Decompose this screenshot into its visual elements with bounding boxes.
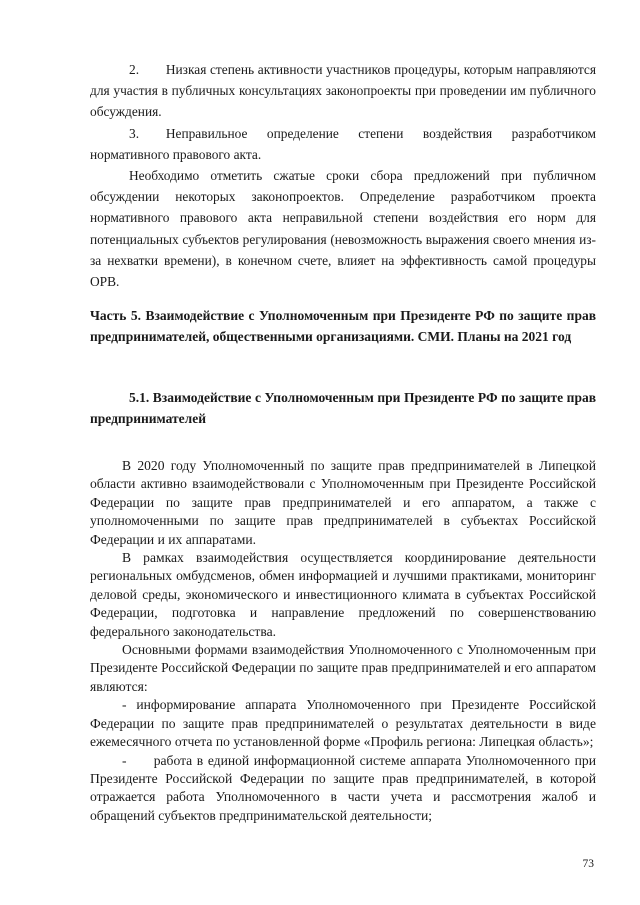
paragraph-orv: Необходимо отметить сжатые сроки сбора предложений при публичном обсуждении некоторых законопроектов. Определение разработчиком проекта нормативного правового акта неправильной степени воздействия его норм для потенциальных субъектов регулирования (невозможность выражения своего мнения из-за нехватки времени), в конечном счете, влияет на эффективность самой процедуры ОРВ. [90, 168, 596, 290]
top-section [90, 59, 596, 292]
body-paragraph-2: В рамках взаимодействия осуществляется координирование деятельности региональных омбудсменов, обмен информацией и лучшими практиками, мониторинг деловой среды, экономического и инвестиционного климата в субъектах Российской Федерации, подготовка и направление предложений по совершенствованию федерального законодательства. [90, 550, 596, 639]
body-list-item-1: - информирование аппарата Уполномоченного при Президенте Российской Федерации по защите прав предпринимателей о результатах деятельности в виде ежемесячного отчета по установленной форме «Профиль региона: Липецкая область»; [90, 697, 596, 750]
body-paragraph-1: В 2020 году Уполномоченный по защите прав предпринимателей в Липецкой области активно взаимодействовали с Уполномоченным при Президенте Российской Федерации по защите прав предпринимателей и его аппаратом, а также с уполномоченными по защите прав предпринимателей в субъектах Российской Федерации и их аппаратами. [90, 458, 596, 547]
part-heading: Часть 5. Взаимодействие с Уполномоченным при Президенте РФ по защите прав предпринимателей, общественными организациями. СМИ. Планы на 2021 год [90, 308, 596, 344]
page-number: 73 [582, 858, 594, 870]
body-paragraph-3: Основными формами взаимодействия Уполномоченного с Уполномоченным при Президенте Российской Федерации по защите прав предпринимателей и его аппаратом являются: [90, 642, 596, 694]
list-item-3: 3. Неправильное определение степени воздействия разработчиком нормативного правового акта. [90, 125, 596, 162]
body-section [90, 457, 596, 825]
body-list-item-2: - работа в единой информационной системе аппарата Уполномоченного при Президенте Российской Федерации по защите прав предпринимателей, в которой отражается работа Уполномоченного в части учета и рассмотрения жалоб и обращений субъектов предпринимательской деятельности; [90, 752, 596, 823]
section-heading: 5.1. Взаимодействие с Уполномоченным при Президенте РФ по защите прав предпринимателей [90, 390, 596, 426]
list-item-2: 2. Низкая степень активности участников процедуры, которым направляются для участия в публичных консультациях законопроекты при проведении им публичного обсуждения. [90, 62, 596, 120]
section-heading-block [90, 387, 596, 429]
part-heading-block [90, 305, 596, 347]
